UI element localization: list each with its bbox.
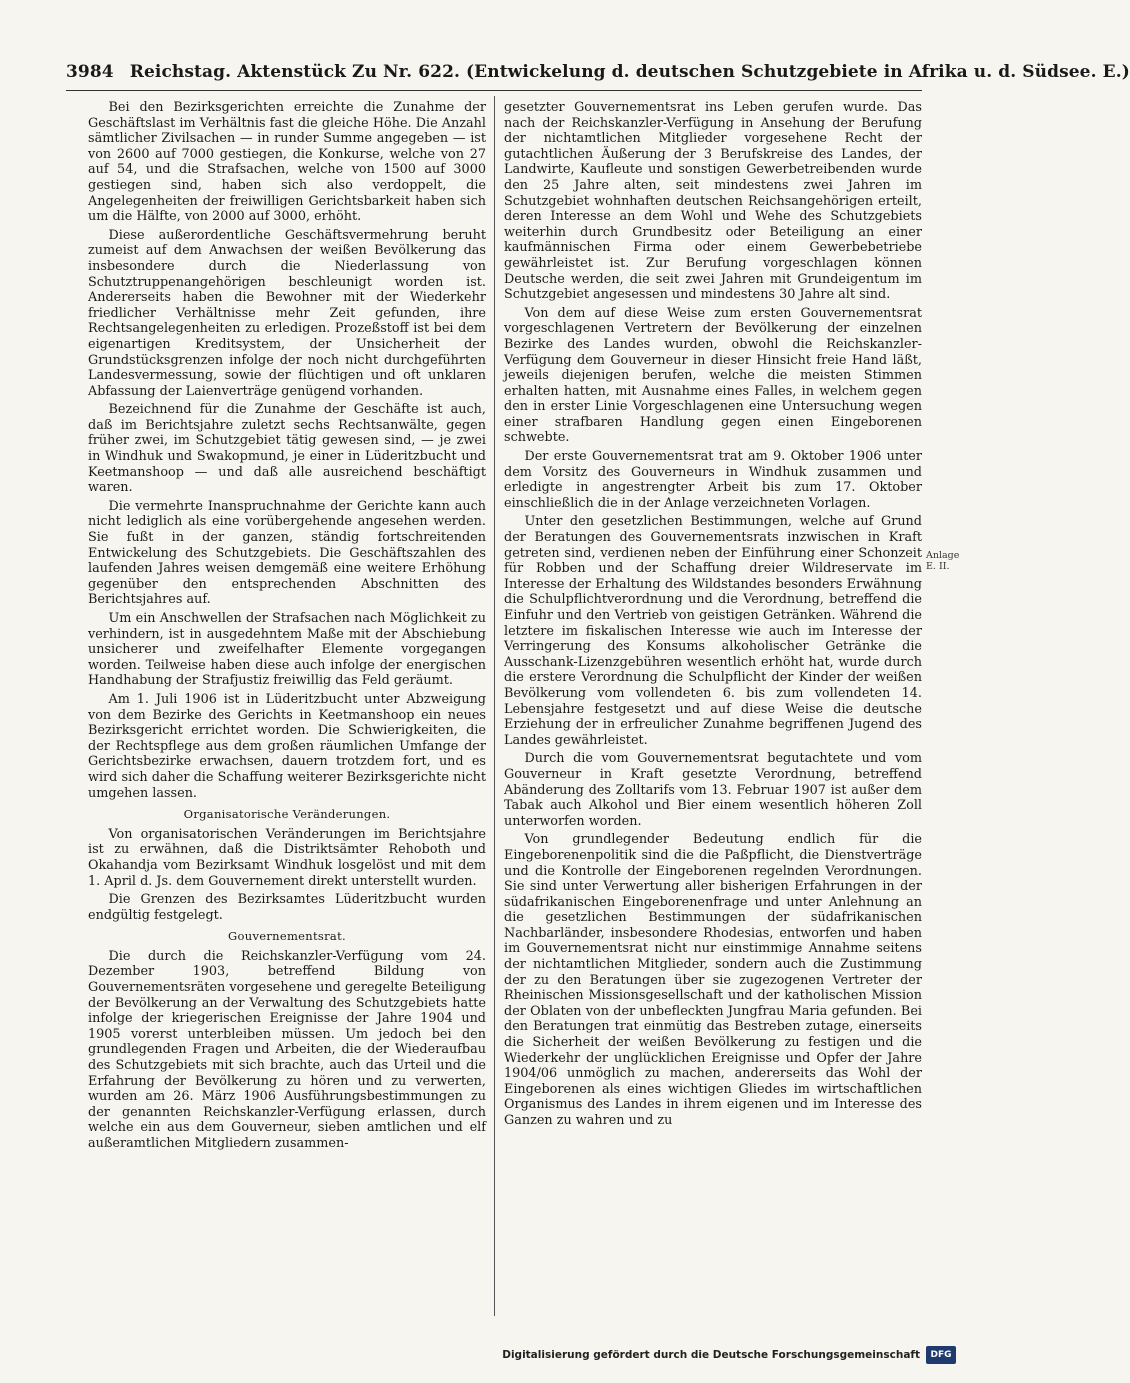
margin-note-anlage: Anlage E. II. bbox=[926, 550, 960, 572]
paragraph: Die vermehrte Inanspruchnahme der Gerichte kann auch nicht lediglich als eine vorübergehende angesehen werden. Sie fußt in der ganzen, ständig fortschreitenden Entwickelung des Schutzgebiets. Die Geschäftszahlen des laufenden Jahres weisen demgemäß eine weitere Erhöhung gegenüber den entsprechenden Abschnitten des Berichtsjahres auf. bbox=[88, 498, 486, 608]
paragraph: Unter den gesetzlichen Bestimmungen, welche auf Grund der Beratungen des Gouvernementsrats inzwischen in Kraft getreten sind, verdienen neben der Einführung einer Schonzeit für Robben und der Schaffung dreier Wildreservate im Interesse der Erhaltung des Wildstandes besonders Erwähnung die Schulpflichtverordnung und die Verordnung, betreffend die Einfuhr und den Vertrieb von geistigen Getränken. Während die letztere im fiskalischen Interesse wie auch im Interesse der Verringerung des Konsums alkoholischer Getränke die Ausschank-Lizenzgebühren wesentlich erhöht hat, wurde durch die erstere Verordnung die Schulpflicht der Kinder der weißen Bevölkerung vom vollendeten 6. bis zum vollendeten 14. Lebensjahre festgesetzt und auf diese Weise die deutsche Erziehung der in erfreulicher Zunahme begriffenen Jugend des Landes gewährleistet. bbox=[504, 514, 922, 748]
right-column bbox=[504, 100, 922, 1318]
paragraph: gesetzter Gouvernementsrat ins Leben gerufen wurde. Das nach der Reichskanzler-Verfügung in Ansehung der Berufung der nichtamtlichen Mitglieder vorgesehene Recht der gutachtlichen Äußerung der 3 Berufskreise des Landes, der Landwirte, Kaufleute und sonstigen Gewerbetreibenden wurde den 25 Jahre alten, seit mindestens zwei Jahren im Schutzgebiet wohnhaften deutschen Reichsangehörigen erteilt, deren Interesse an dem Wohl und Wehe des Schutzgebiets weiterhin durch Grundbesitz oder Beteiligung an einer kaufmännischen Firma oder einem Gewerbebetriebe gewährleistet ist. Zur Berufung vorgeschlagen können Deutsche werden, die seit zwei Jahren mit Grundeigentum im Schutzgebiet angesessen und mindestens 30 Jahre alt sind. bbox=[504, 100, 922, 303]
paragraph: Von dem auf diese Weise zum ersten Gouvernementsrat vorgeschlagenen Vertretern der Bevölkerung der einzelnen Bezirke des Landes wurden, obwohl die Reichskanzler-Verfügung dem Gouverneur in dieser Hinsicht freie Hand läßt, jeweils diejenigen berufen, welche die meisten Stimmen erhalten hatten, mit Ausnahme eines Falles, in welchem gegen den in erster Linie Vorgeschlagenen eine Untersuchung wegen einer strafbaren Handlung gegen einen Eingeborenen schwebte. bbox=[504, 305, 922, 446]
paragraph: Die Grenzen des Bezirksamtes Lüderitzbucht wurden endgültig festgelegt. bbox=[88, 892, 486, 923]
dfg-logo-icon: DFG bbox=[926, 1346, 956, 1364]
paragraph: Von organisatorischen Veränderungen im Berichtsjahre ist zu erwähnen, daß die Distriktsämter Rehoboth und Okahandja vom Bezirksamt Windhuk losgelöst und mit dem 1. April d. Js. dem Gouvernement direkt unterstellt wurden. bbox=[88, 826, 486, 889]
left-column bbox=[88, 100, 486, 1318]
column-divider bbox=[494, 96, 495, 1316]
paragraph: Durch die vom Gouvernementsrat begutachtete und vom Gouverneur in Kraft gesetzte Verordnung, betreffend Abänderung des Zolltarifs vom 13. Februar 1907 ist außer dem Tabak auch Alkohol und Bier einem wesentlich höheren Zoll unterworfen worden. bbox=[504, 751, 922, 829]
section-heading-organisation: Organisatorische Veränderungen. bbox=[183, 807, 391, 822]
footer bbox=[502, 1344, 956, 1366]
paragraph: Bei den Bezirksgerichten erreichte die Zunahme der Geschäftslast im Verhältnis fast die gleiche Höhe. Die Anzahl sämtlicher Zivilsachen — in runder Summe angegeben — ist von 2600 auf 7000 gestiegen, die Konkurse, welche von 27 auf 54, und die Strafsachen, welche von 1500 auf 3000 gestiegen sind, haben sich also verdoppelt, die Angelegenheiten der freiwilligen Gerichtsbarkeit haben sich um die Hälfte, von 2000 auf 3000, erhöht. bbox=[88, 100, 486, 225]
paragraph: Der erste Gouvernementsrat trat am 9. Oktober 1906 unter dem Vorsitz des Gouverneurs in Windhuk zusammen und erledigte in angestrengter Arbeit bis zum 17. Oktober einschließlich die in der Anlage verzeichneten Vorlagen. bbox=[504, 449, 922, 511]
paragraph: Am 1. Juli 1906 ist in Lüderitzbucht unter Abzweigung von dem Bezirke des Gerichts in Keetmanshoop ein neues Bezirksgericht errichtet worden. Die Schwierigkeiten, die der Rechtspflege aus dem großen räumlichen Umfange der Gerichtsbezirke erwachsen, dauern trotzdem fort, und es wird sich daher die Schaffung weiterer Bezirksgerichte nicht umgehen lassen. bbox=[88, 691, 486, 801]
header-rule bbox=[66, 90, 922, 91]
page-header-title: Reichstag. Aktenstück Zu Nr. 622. (Entwickelung d. deutschen Schutzgebiete in Afrika u. d. Südsee. E.) bbox=[129, 62, 1130, 82]
page-header bbox=[66, 62, 1130, 88]
page-number: 3984 bbox=[66, 62, 114, 82]
paragraph: Die durch die Reichskanzler-Verfügung vom 24. Dezember 1903, betreffend Bildung von Gouvernementsräten vorgesehene und geregelte Beteiligung der Bevölkerung an der Verwaltung des Schutzgebiets hatte infolge der kriegerischen Ereignisse der Jahre 1904 und 1905 vorerst unterbleiben müssen. Um jedoch bei den grundlegenden Fragen und Arbeiten, die der Wiederaufbau des Schutzgebiets mit sich brachte, auch das Urteil und die Erfahrung der Bevölkerung zu hören und zu verwerten, wurden am 26. März 1906 Ausführungsbestimmungen zu der genannten Reichskanzler-Verfügung erlassen, durch welche ein aus dem Gouverneur, sieben amtlichen und elf außeramtlichen Mitgliedern zusammen- bbox=[88, 948, 486, 1151]
paragraph: Diese außerordentliche Geschäftsvermehrung beruht zumeist auf dem Anwachsen der weißen Bevölkerung das insbesondere durch die Niederlassung von Schutztruppenangehörigen beschleunigt worden ist. Andererseits haben die Bewohner mit der Wiederkehr friedlicher Verhältnisse mehr Zeit gefunden, ihre Rechtsangelegenheiten zu erledigen. Prozeßstoff ist bei dem eigenartigen Kreditsystem, der Unsicherheit der Grundstücksgrenzen infolge der noch nicht durchgeführten Landesvermessung, sowie der flüchtigen und oft unklaren Abfassung der Laienverträge genügend vorhanden. bbox=[88, 227, 486, 399]
paragraph: Von grundlegender Bedeutung endlich für die Eingeborenenpolitik sind die die Paßpflicht, die Dienstverträge und die Kontrolle der Eingeborenen regelnden Verordnungen. Sie sind unter Verwertung aller bisherigen Erfahrungen in der südafrikanischen Eingeborenenfrage und unter Anlehnung an die gesetzlichen Bestimmungen der südafrikanischen Nachbarländer, insbesondere Rhodesias, entworfen und haben im Gouvernementsrat nicht nur einstimmige Annahme seitens der nichtamtlichen Mitglieder, sondern auch die Zustimmung der zu den Beratungen über sie zugezogenen Vertreter der Rheinischen Missionsgesellschaft und der katholischen Mission der Oblaten von der unbefleckten Jungfrau Maria gefunden. Bei den Beratungen trat einmütig das Bestreben zutage, einerseits die Sicherheit der weißen Bevölkerung zu festigen und die Wiederkehr der unglücklichen Ereignisse und Opfer der Jahre 1904/06 unmöglich zu machen, andererseits das Wohl der Eingeborenen als eines wichtigen Gliedes im wirtschaftlichen Organismus des Landes in ihrem eigenen und im Interesse des Ganzen zu wahren und zu bbox=[504, 832, 922, 1128]
footer-credit: Digitalisierung gefördert durch die Deutsche Forschungsgemeinschaft bbox=[502, 1349, 920, 1361]
paragraph: Um ein Anschwellen der Strafsachen nach Möglichkeit zu verhindern, ist in ausgedehntem Maße mit der Abschiebung unsicherer und zweifelhafter Elemente vorgegangen worden. Teilweise haben diese auch infolge der energischen Handhabung der Strafjustiz freiwillig das Feld geräumt. bbox=[88, 611, 486, 689]
section-heading-gouvernementsrat: Gouvernementsrat. bbox=[228, 929, 346, 944]
paragraph: Bezeichnend für die Zunahme der Geschäfte ist auch, daß im Berichtsjahre zuletzt sechs Rechtsanwälte, gegen früher zwei, im Schutzgebiet tätig gewesen sind, — je zwei in Windhuk und Swakopmund, je einer in Lüderitzbucht und Keetmanshoop — und daß alle ausreichend beschäftigt waren. bbox=[88, 402, 486, 496]
